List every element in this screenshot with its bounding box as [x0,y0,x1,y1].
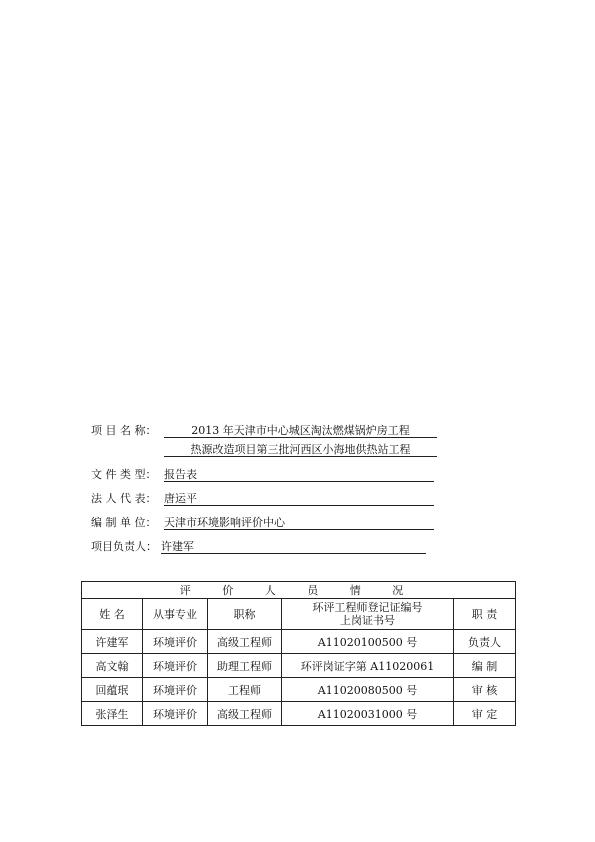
cell-major: 环境评价 [143,678,208,702]
table-row [82,678,516,702]
header-cert-line1: 环评工程师登记证编号 [312,601,423,614]
header-major: 从事专业 [143,599,208,630]
leader-label: 项目负责人： [91,540,157,553]
header-title: 职称 [208,599,282,630]
cell-title: 高级工程师 [208,702,282,726]
cell-title: 助理工程师 [208,654,282,678]
cell-duty: 审 核 [454,678,516,702]
staff-table-title: 评 价 人 员 情 况 [82,582,516,599]
unit-value: 天津市环境影响评价中心 [164,516,434,530]
cell-cert: A11020080500 号 [282,678,454,702]
header-cert [282,599,454,630]
legal-rep-label: 法 人 代 表： [91,492,157,505]
cell-duty: 负责人 [454,630,516,654]
cell-cert: 环评岗证字第 A11020061 [282,654,454,678]
table-row [82,654,516,678]
cell-name: 回蕴珉 [82,678,143,702]
project-name-value-line1: 2013 年天津市中心城区淘汰燃煤锅炉房工程 [164,424,437,438]
cell-duty: 审 定 [454,702,516,726]
doc-type-value: 报告表 [164,468,434,482]
legal-rep-value: 唐运平 [164,492,434,506]
cell-major: 环境评价 [143,630,208,654]
cell-major: 环境评价 [143,654,208,678]
table-row [82,630,516,654]
project-name-value-line2: 热源改造项目第三批河西区小海地供热站工程 [164,443,437,457]
cell-title: 工程师 [208,678,282,702]
header-name: 姓 名 [82,599,143,630]
staff-table [81,581,516,726]
project-name-label: 项 目 名 称： [91,424,157,437]
cell-duty: 编 制 [454,654,516,678]
cell-name: 高文翰 [82,654,143,678]
table-row [82,702,516,726]
unit-label: 编 制 单 位： [91,516,157,529]
leader-value: 许建军 [161,540,426,554]
cell-cert: A11020031000 号 [282,702,454,726]
cell-name: 张泽生 [82,702,143,726]
header-cert-line2: 上岗证书号 [340,614,395,627]
cell-major: 环境评价 [143,702,208,726]
cell-title: 高级工程师 [208,630,282,654]
cell-cert: A11020100500 号 [282,630,454,654]
doc-type-label: 文 件 类 型： [91,468,157,481]
cell-name: 许建军 [82,630,143,654]
header-duty: 职 责 [454,599,516,630]
